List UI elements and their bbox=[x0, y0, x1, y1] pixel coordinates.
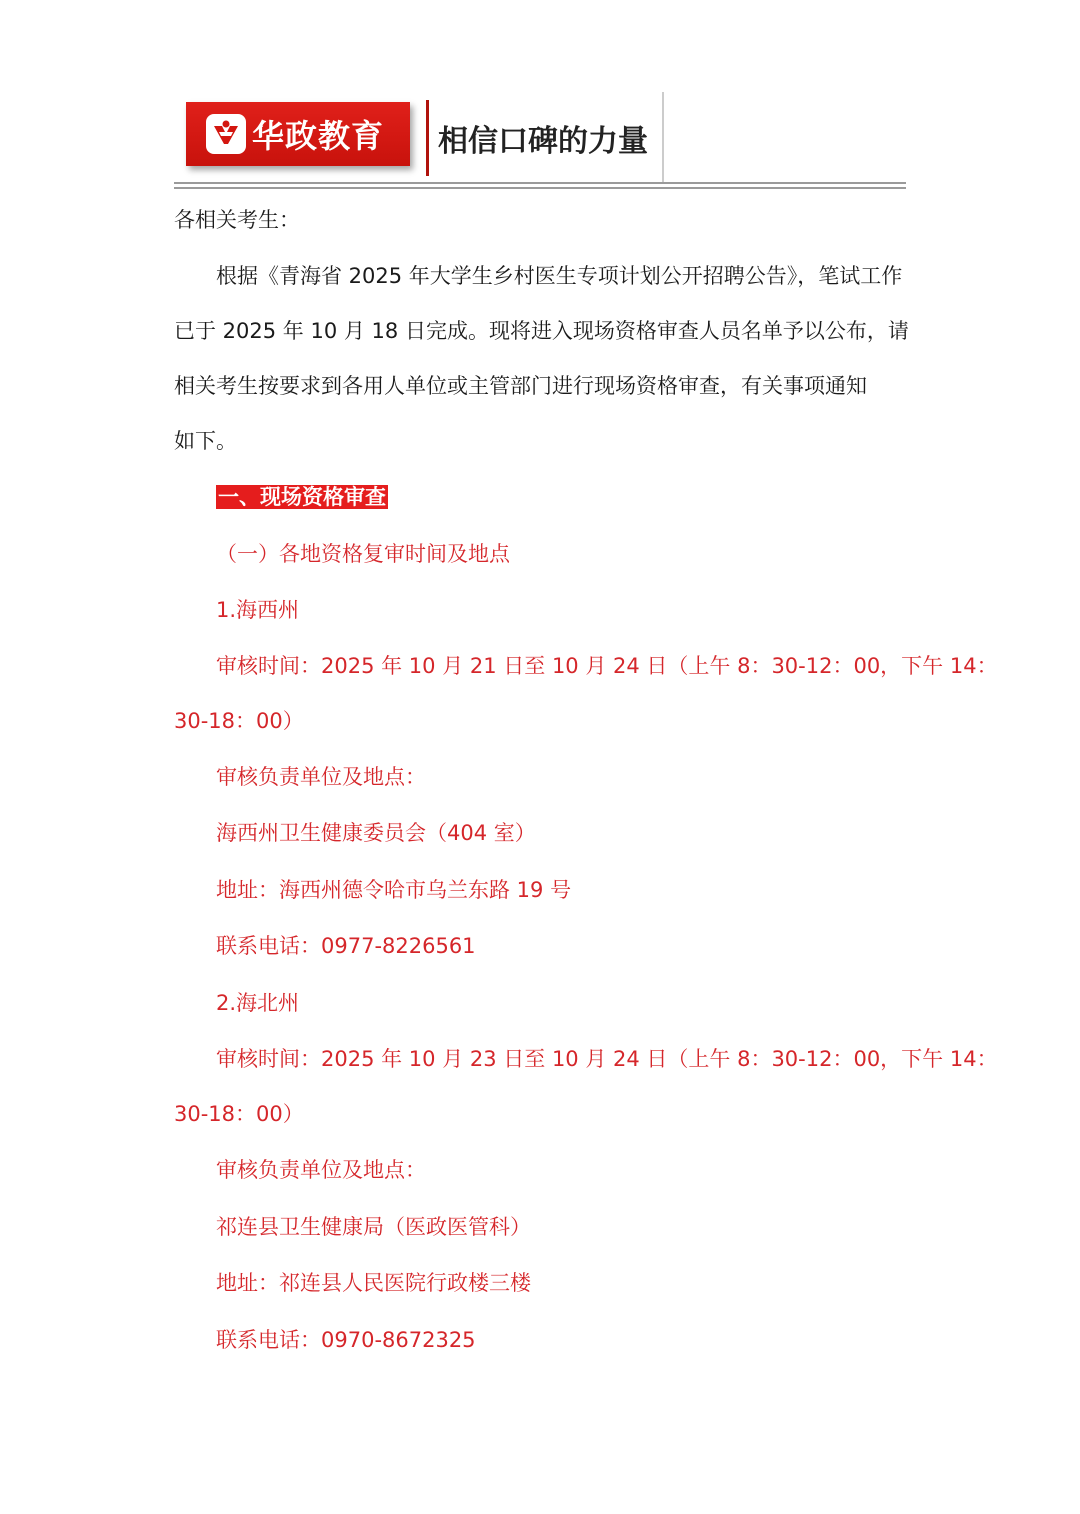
brand-logo bbox=[186, 102, 410, 166]
review-address: 地址：海西州德令哈市乌兰东路 19 号 bbox=[216, 878, 572, 902]
brand-name: 华政教育 bbox=[252, 117, 385, 155]
contact-phone: 联系电话：0970-8672325 bbox=[216, 1328, 476, 1352]
subsection-heading: （一）各地资格复审时间及地点 bbox=[216, 542, 510, 566]
review-unit: 海西州卫生健康委员会（404 室） bbox=[216, 821, 536, 845]
intro-line-4: 如下。 bbox=[174, 429, 237, 453]
intro-line-1: 根据《青海省 2025 年大学生乡村医生专项计划公开招聘公告》，笔试工作 bbox=[216, 264, 903, 288]
region-name: 1.海西州 bbox=[216, 598, 300, 622]
review-time-line-2: 30-18：00） bbox=[174, 1102, 304, 1126]
review-time-line-2: 30-18：00） bbox=[174, 709, 304, 733]
review-unit: 祁连县卫生健康局（医政医管科） bbox=[216, 1215, 531, 1239]
review-address: 地址：祁连县人民医院行政楼三楼 bbox=[216, 1271, 531, 1295]
page-header bbox=[174, 92, 906, 192]
header-rule-second bbox=[174, 187, 906, 189]
brand-slogan: 相信口碑的力量 bbox=[438, 124, 648, 159]
brand-emblem-icon bbox=[206, 114, 246, 154]
greeting: 各相关考生： bbox=[174, 208, 300, 232]
unit-label: 审核负责单位及地点： bbox=[216, 765, 426, 789]
intro-line-3: 相关考生按要求到各用人单位或主管部门进行现场资格审查，有关事项通知 bbox=[174, 374, 867, 398]
section-heading bbox=[216, 483, 388, 511]
intro-line-2: 已于 2025 年 10 月 18 日完成。现将进入现场资格审查人员名单予以公布，请 bbox=[174, 319, 909, 343]
unit-label: 审核负责单位及地点： bbox=[216, 1158, 426, 1182]
region-name: 2.海北州 bbox=[216, 991, 300, 1015]
section-heading-text: 一、现场资格审查 bbox=[218, 485, 386, 509]
contact-phone: 联系电话：0977-8226561 bbox=[216, 934, 476, 958]
header-divider-right bbox=[662, 92, 664, 184]
review-time-line-1: 审核时间：2025 年 10 月 21 日至 10 月 24 日（上午 8：30-12：00，下午 14： bbox=[216, 654, 998, 678]
header-rule bbox=[174, 182, 906, 184]
header-divider bbox=[426, 100, 429, 176]
review-time-line-1: 审核时间：2025 年 10 月 23 日至 10 月 24 日（上午 8：30-12：00，下午 14： bbox=[216, 1047, 998, 1071]
